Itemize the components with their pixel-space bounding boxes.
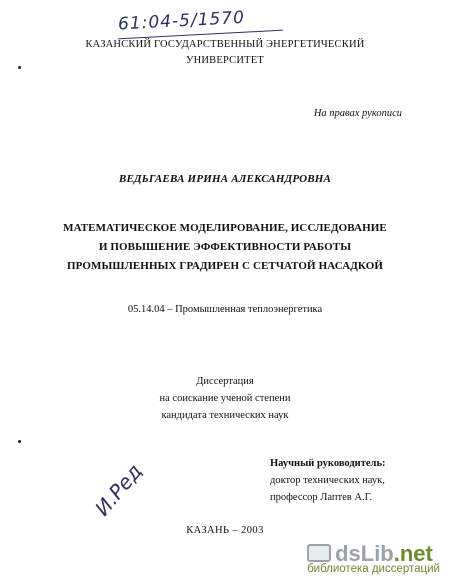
- advisor-name: профессор Лаптев А.Г.: [270, 492, 373, 503]
- dissertation-line-1: Диссертация: [196, 376, 254, 387]
- dissertation-title: [0, 219, 450, 276]
- margin-dot-top: [18, 66, 21, 69]
- advisor-heading: Научный руководитель:: [270, 458, 386, 469]
- book-icon: [307, 544, 331, 562]
- author-name: ВЕДЬГАЕВА ИРИНА АЛЕКСАНДРОВНА: [118, 173, 332, 185]
- dissertation-line-2: на соискание ученой степени: [159, 393, 291, 404]
- scientific-advisor: [270, 455, 386, 506]
- margin-dot-bottom: [18, 440, 21, 443]
- handwritten-signature: И.Ред: [90, 459, 147, 521]
- watermark-logo-tld: .net: [393, 541, 433, 566]
- dslib-watermark: [307, 541, 440, 575]
- watermark-subtitle: библиотека диссертаций: [307, 563, 440, 575]
- title-line-3: ПРОМЫШЛЕННЫХ ГРАДИРЕН С СЕТЧАТОЙ НАСАДКОЙ: [66, 260, 384, 272]
- organization-line-2: УНИВЕРСИТЕТ: [185, 55, 264, 66]
- city-year: КАЗАНЬ – 2003: [186, 525, 264, 536]
- archive-number-handwritten: 61:04-5/1570: [117, 7, 246, 35]
- dissertation-type: [0, 373, 450, 424]
- advisor-degree: доктор технических наук,: [270, 475, 385, 486]
- title-line-1: МАТЕМАТИЧЕСКОЕ МОДЕЛИРОВАНИЕ, ИССЛЕДОВАНИЕ: [63, 222, 387, 234]
- rights-note: На правах рукописи: [313, 108, 402, 119]
- specialty-code: 05.14.04 – Промышленная теплоэнергетика: [127, 304, 323, 315]
- watermark-logo-main: dsLib: [335, 541, 394, 566]
- dissertation-line-3: кандидата технических наук: [161, 410, 289, 421]
- organization-line-1: КАЗАНСКИЙ ГОСУДАРСТВЕННЫЙ ЭНЕРГЕТИЧЕСКИЙ: [85, 39, 365, 50]
- title-line-2: И ПОВЫШЕНИЕ ЭФФЕКТИВНОСТИ РАБОТЫ: [98, 241, 352, 253]
